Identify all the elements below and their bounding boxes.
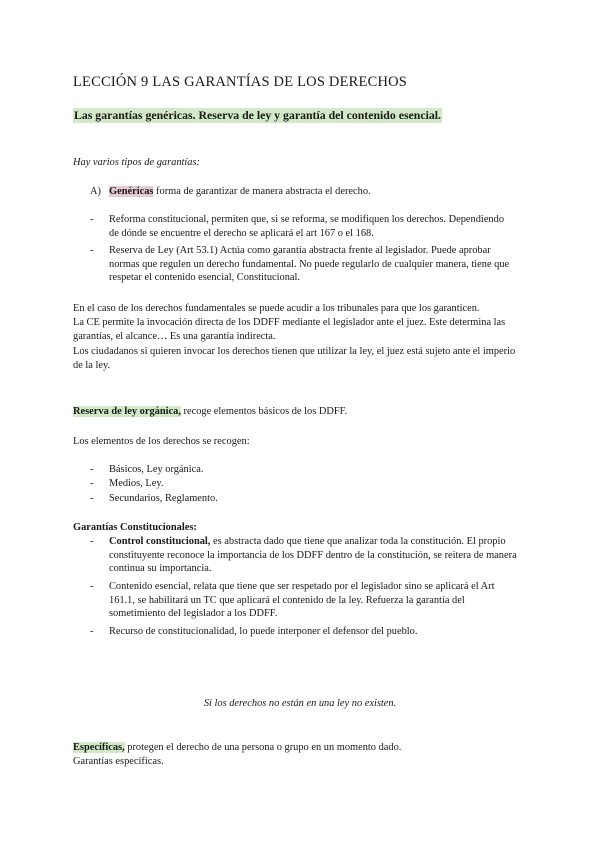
item-contenido-esencial: Contenido esencial, relata que tiene que ser respetado por el legislador sino se aplicará el Art 161.1, se habilitará un TC que aplicará el contenido de la ley. Refuerza la garantía del sometimiento del legislador a los DDFF. bbox=[109, 581, 495, 620]
bullet-dash: - bbox=[90, 478, 94, 489]
bullet-dash: - bbox=[90, 493, 94, 504]
bullet-dash: - bbox=[90, 245, 94, 256]
genericas-term: Genéricas bbox=[109, 186, 154, 197]
paragraph-tribunales: En el caso de los derechos fundamentales se puede acudir a los tribunales para que los garanticen. bbox=[73, 303, 480, 314]
garantias-constitucionales-heading: Garantías Constitucionales: bbox=[73, 522, 197, 533]
bullet-dash: - bbox=[90, 536, 94, 547]
paragraph-invocacion: La CE permite la invocación directa de los DDFF mediante el legislador ante el juez. Este determina las garantías, el alcance… Es una garantía indirecta. bbox=[73, 317, 506, 342]
section-a-line bbox=[109, 185, 371, 199]
elements-intro: Los elementos de los derechos se recogen: bbox=[73, 436, 250, 447]
control-constitucional-term: Control constitucional, bbox=[109, 536, 211, 547]
bullet-dash: - bbox=[90, 214, 94, 225]
bullet-reforma: Reforma constitucional, permiten que, si se reforma, se modifiquen los derechos. Dependiendo de dónde se encuentre el derecho se aplicará el art 167 o el 168. bbox=[109, 214, 505, 239]
bullet-reserva-ley: Reserva de Ley (Art 53.1) Actúa como garantía abstracta frente al legislador. Puede aprobar normas que regulen un derecho fundamental. No puede regularlo de cualquier manera, tiene que respetar el contenido esencial, Constitucional. bbox=[109, 245, 510, 284]
element-basicos: Básicos, Ley orgánica. bbox=[109, 464, 204, 475]
bullet-dash: - bbox=[90, 464, 94, 475]
element-medios: Medios, Ley. bbox=[109, 478, 164, 489]
section-subtitle: Las garantías genéricas. Reserva de ley y garantía del contenido esencial. bbox=[74, 108, 441, 122]
paragraph-ciudadanos: Los ciudadanos si quieren invocar los derechos tienen que utilizar la ley, el juez está sujeto ante el imperio de la ley. bbox=[73, 346, 516, 371]
bullet-dash: - bbox=[90, 626, 94, 637]
intro-text: Hay varios tipos de garantías: bbox=[73, 157, 200, 168]
especificas-line-2: Garantías específicas. bbox=[73, 756, 164, 767]
especificas-text: protegen el derecho de una persona o grupo en un momento dado. bbox=[124, 742, 402, 753]
bullet-dash: - bbox=[90, 581, 94, 592]
genericas-text: forma de garantizar de manera abstracta el derecho. bbox=[153, 186, 371, 197]
item-recurso: Recurso de constitucionalidad, lo puede interponer el defensor del pueblo. bbox=[109, 626, 418, 637]
center-note: Si los derechos no están en una ley no existen. bbox=[203, 698, 397, 709]
reserva-organica-line bbox=[73, 405, 347, 419]
especificas-term: Específicas, bbox=[73, 742, 125, 753]
reserva-organica-text: recoge elementos básicos de los DDFF. bbox=[180, 406, 348, 417]
item-control-constitucional bbox=[109, 535, 519, 576]
especificas-line bbox=[73, 741, 401, 755]
section-a-marker: A) bbox=[90, 186, 101, 197]
control-constitucional-text: es abstracta dado que tiene que analizar toda la constitución. El propio constituyente reconoce la importancia de los DDFF dentro de la constitución, se reitera de manera continua su importancia. bbox=[109, 536, 517, 575]
reserva-organica-term: Reserva de ley orgánica, bbox=[73, 406, 181, 417]
lesson-title: LECCIÓN 9 LAS GARANTÍAS DE LOS DERECHOS bbox=[73, 74, 408, 90]
element-secundarios: Secundarios, Reglamento. bbox=[109, 493, 218, 504]
